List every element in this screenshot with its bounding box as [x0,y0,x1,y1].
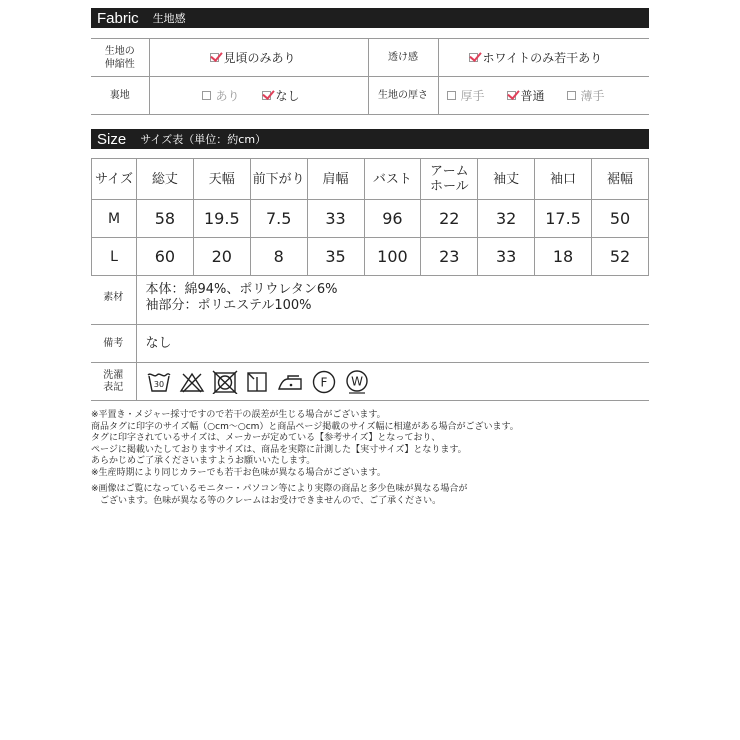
size-row [92,200,649,238]
washing-row [91,363,649,401]
fabric-option-label: 薄手 [580,89,605,103]
fabric-option-label: 見頃のみあり [223,51,296,65]
size-table [91,158,649,276]
fabric-option[interactable] [262,87,300,104]
fabric-option[interactable] [567,87,605,104]
fabric-option[interactable] [202,87,240,104]
fabric-label [91,77,149,115]
size-section-header [91,129,649,149]
washing-label-line: 表記 [103,381,124,393]
svg-text:W: W [350,374,363,388]
size-column-header: 袖口 [535,159,592,200]
size-cell: 8 [250,238,307,276]
size-subtitle: サイズ表（単位：約cm） [140,133,267,146]
fabric-label-line: 透け感 [388,52,418,63]
washing-label [91,363,136,401]
material-line: 袖部分：ポリエステル100% [145,298,312,313]
washing-label-line: 洗濯 [103,369,124,381]
fabric-row [91,39,649,77]
size-cell: 22 [421,200,478,238]
wash-30-icon [146,370,172,394]
material-label: 素材 [91,272,136,325]
wet-clean-w-icon [344,369,370,395]
material-row [91,272,649,325]
fabric-option-label: あり [215,89,240,103]
fabric-label [368,39,438,77]
fabric-options [438,39,649,77]
size-column-header: アーム ホール [421,159,478,200]
size-cell: 23 [421,238,478,276]
fabric-label [368,77,438,115]
fabric-label-line: 生地の [104,45,135,57]
note-line: ※平置き・メジャー採寸ですので若干の誤差が生じる場合がございます。 [91,410,386,420]
info-table [91,272,649,401]
fabric-options [149,39,368,77]
remarks-label: 備考 [91,325,136,363]
washing-symbols [136,363,649,401]
size-cell: 52 [592,238,649,276]
material-line: 本体：綿94%、ポリウレタン6% [145,282,338,297]
note-line: ※画像はご覧になっているモニター・パソコン等により実際の商品と多少色味が異なる場合が [91,484,468,494]
note-line: 商品タグに印字のサイズ幅（○cm〜○cm）と商品ページ掲載のサイズ幅に相違がある場合がございます。 [91,421,519,432]
checkbox-icon[interactable] [202,91,211,100]
fabric-subtitle: 生地感 [152,12,186,25]
fabric-option[interactable] [210,49,296,66]
fabric-option-label: 普通 [520,89,545,103]
checkbox-checked-icon[interactable] [469,53,478,62]
size-header-label: サイズ [92,159,137,200]
size-cell: 20 [193,238,250,276]
no-bleach-icon [179,370,205,394]
size-column-header: 肩幅 [307,159,364,200]
fabric-row [91,77,649,115]
note-line: ※生産時期により同じカラーでも若干お色味が異なる場合がございます。 [91,467,386,478]
fabric-label-line: 伸縮性 [104,58,135,70]
note-line: あらかじめご了承くださいますようお願いいたします。 [91,456,316,466]
checkbox-checked-icon[interactable] [507,91,516,100]
fabric-label [91,39,149,77]
size-cell: 32 [478,200,535,238]
size-column-header: 総丈 [137,159,194,200]
fabric-options [438,77,649,115]
size-column-header: 天幅 [193,159,250,200]
checkbox-checked-icon[interactable] [262,91,271,100]
iron-low-icon [276,370,304,394]
size-cell: 58 [137,200,194,238]
size-cell: 35 [307,238,364,276]
size-cell: 100 [364,238,421,276]
wash-temp-text: 30 [153,379,164,389]
remarks-value: なし [136,325,649,363]
fabric-option[interactable] [469,49,603,66]
fabric-label-line: 生地の厚さ [378,90,428,101]
svg-text:F: F [320,375,327,389]
fabric-option[interactable] [447,87,485,104]
size-cell: 7.5 [250,200,307,238]
checkbox-icon[interactable] [567,91,576,100]
fabric-table [91,38,649,115]
fabric-option-label: ホワイトのみ若干あり [482,51,603,65]
note-line: ページに掲載いたしておりますサイズは、商品を実際に計測した【実寸サイズ】となります。 [91,444,467,455]
line-dry-shade-icon [245,370,269,394]
fabric-label-line: 裏地 [109,90,130,101]
size-cell: 18 [535,238,592,276]
checkbox-checked-icon[interactable] [210,53,219,62]
size-label: M [92,200,137,238]
size-row [92,238,649,276]
note-line: ございます。色味が異なる等のクレームはお受けできませんので、ご了承ください。 [91,495,442,506]
material-value [136,272,649,325]
notes [91,410,519,507]
fabric-option-label: 厚手 [460,89,485,103]
remarks-row [91,325,649,363]
size-cell: 60 [137,238,194,276]
size-cell: 17.5 [535,200,592,238]
fabric-title: Fabric [97,9,139,27]
size-title: Size [97,130,127,148]
size-cell: 19.5 [193,200,250,238]
size-label: L [92,238,137,276]
size-column-header: 前下がり [250,159,307,200]
fabric-option[interactable] [507,87,545,104]
fabric-option-label: なし [275,89,300,103]
note-line: タグに印字されているサイズは、メーカーが定めている【参考サイズ】となっており、 [91,433,441,443]
checkbox-icon[interactable] [447,91,456,100]
size-cell: 50 [592,200,649,238]
size-column-header: 裾幅 [592,159,649,200]
size-cell: 33 [478,238,535,276]
size-cell: 33 [307,200,364,238]
size-cell: 96 [364,200,421,238]
size-column-header: バスト [364,159,421,200]
fabric-section-header [91,8,649,28]
size-column-header: 袖丈 [478,159,535,200]
size-header-row [92,159,649,200]
fabric-options [149,77,368,115]
no-tumble-dry-icon [212,370,238,394]
dry-clean-f-icon [311,369,337,395]
